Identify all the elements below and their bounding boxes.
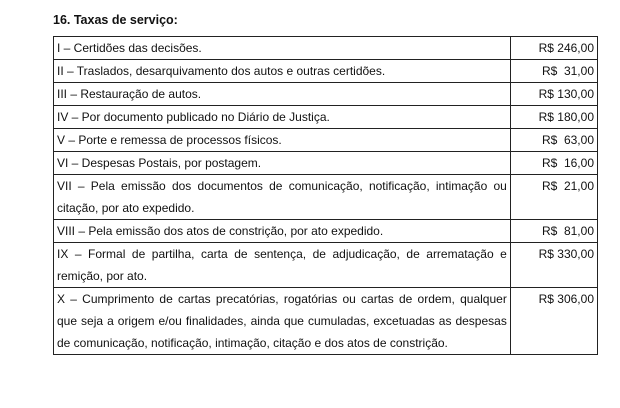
table-row — [54, 220, 598, 243]
table-row — [54, 175, 598, 220]
table-row — [54, 288, 598, 355]
fee-value: R$ 16,00 — [510, 152, 597, 175]
fee-value: R$ 21,00 — [510, 175, 597, 220]
fee-value: R$ 180,00 — [510, 106, 597, 129]
fee-value: R$ 63,00 — [510, 129, 597, 152]
document-section — [53, 12, 598, 355]
section-title: 16. Taxas de serviço: — [53, 13, 178, 27]
fee-value: R$ 306,00 — [510, 288, 597, 355]
fee-value: R$ 31,00 — [510, 60, 597, 83]
fees-table — [53, 36, 598, 355]
fee-description: II – Traslados, desarquivamento dos autos e outras certidões. — [54, 60, 511, 83]
fee-description: IX – Formal de partilha, carta de sentença, de adjudicação, de arrematação e remição, por ato. — [54, 243, 511, 288]
fee-description: VIII – Pela emissão dos atos de constrição, por ato expedido. — [54, 220, 511, 243]
fee-description: VI – Despesas Postais, por postagem. — [54, 152, 511, 175]
table-row — [54, 106, 598, 129]
fee-value: R$ 130,00 — [510, 83, 597, 106]
fee-description: X – Cumprimento de cartas precatórias, rogatórias ou cartas de ordem, qualquer que seja a origem e/ou finalidades, ainda que cumuladas, excetuadas as despesas de comunicação, notificação, intimação, citação e dos atos de constrição. — [54, 288, 511, 355]
fee-value: R$ 246,00 — [510, 37, 597, 60]
fee-value: R$ 81,00 — [510, 220, 597, 243]
fee-description: VII – Pela emissão dos documentos de comunicação, notificação, intimação ou citação, por ato expedido. — [54, 175, 511, 220]
fee-description: IV – Por documento publicado no Diário de Justiça. — [54, 106, 511, 129]
table-row — [54, 152, 598, 175]
fee-description: III – Restauração de autos. — [54, 83, 511, 106]
fee-description: I – Certidões das decisões. — [54, 37, 511, 60]
table-row — [54, 129, 598, 152]
table-row — [54, 243, 598, 288]
table-row — [54, 83, 598, 106]
table-row — [54, 37, 598, 60]
fee-description: V – Porte e remessa de processos físicos. — [54, 129, 511, 152]
fee-value: R$ 330,00 — [510, 243, 597, 288]
table-row — [54, 60, 598, 83]
